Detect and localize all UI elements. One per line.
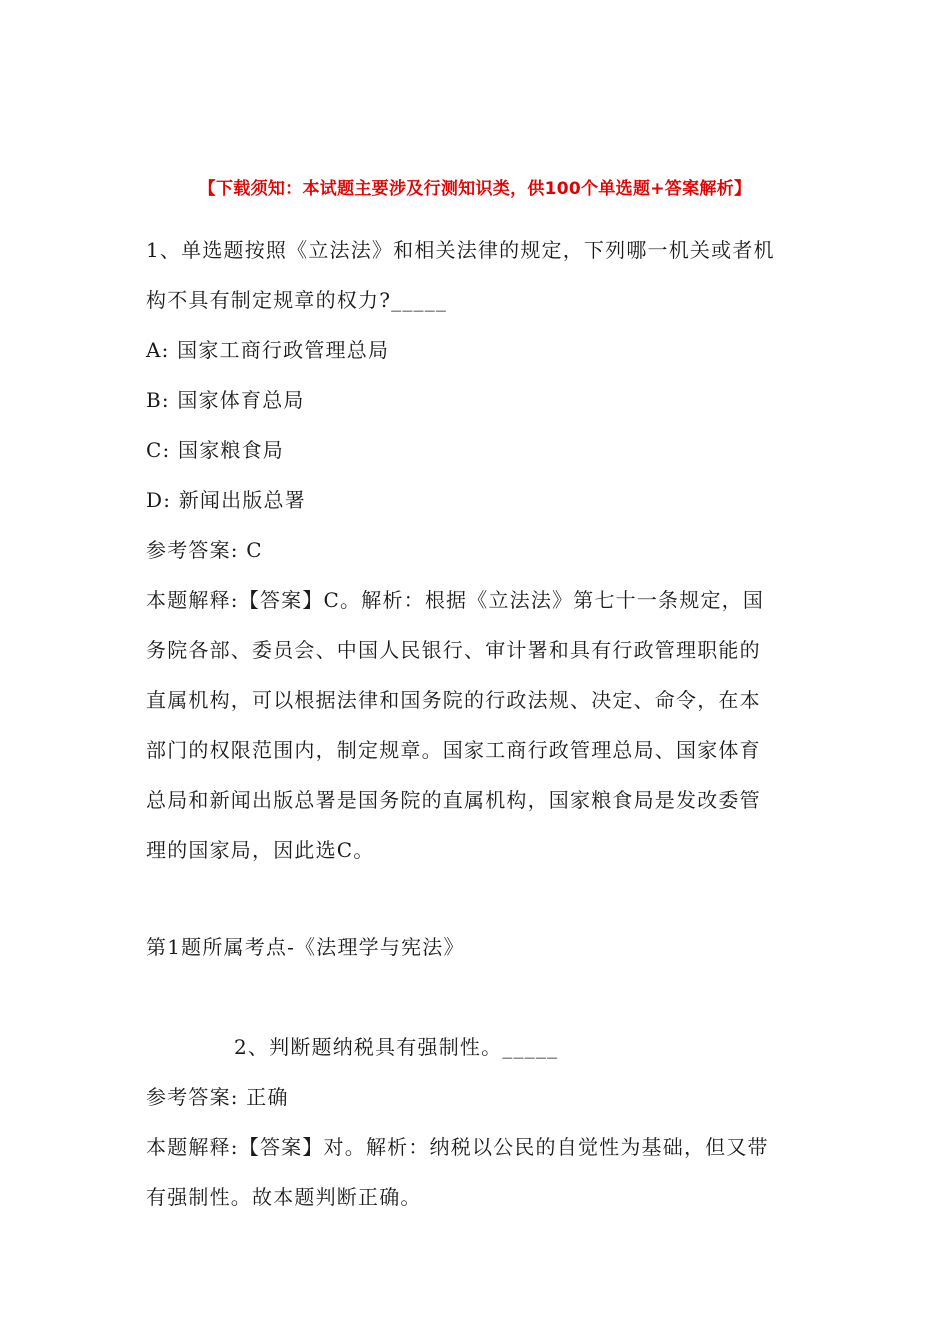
- question-2: [146, 1022, 806, 1222]
- topic-1-block: [146, 922, 806, 972]
- explanation-2-line-2: 有强制性。故本题判断正确。: [146, 1185, 422, 1209]
- explanation-1-line-6: 理的国家局，因此选C。: [146, 838, 375, 862]
- download-notice: 【下载须知：本试题主要涉及行测知识类，供100个单选题+答案解析】: [198, 179, 752, 199]
- explanation-1-line-1: 本题解释:【答案】C。解析：根据《立法法》第七十一条规定，国: [146, 588, 765, 612]
- explanation-1-line-4: 部门的权限范围内，制定规章。国家工商行政管理总局、国家体育: [146, 738, 761, 762]
- question-2-text: 2、判断题纳税具有强制性。_____: [234, 1035, 559, 1059]
- explanation-1-line-2: 务院各部、委员会、中国人民银行、审计署和具有行政管理职能的: [146, 638, 761, 662]
- option-c: C: 国家粮食局: [146, 438, 284, 462]
- answer-1: 参考答案: C: [146, 538, 263, 562]
- explanation-1-line-3: 直属机构，可以根据法律和国务院的行政法规、决定、命令，在本: [146, 688, 761, 712]
- option-b: B: 国家体育总局: [146, 388, 305, 412]
- question-1-line-1: 1、单选题按照《立法法》和相关法律的规定，下列哪一机关或者机: [146, 238, 775, 262]
- topic-1: 第1题所属考点-《法理学与宪法》: [146, 935, 465, 959]
- question-1-line-2: 构不具有制定规章的权力?_____: [146, 288, 448, 312]
- explanation-1-line-5: 总局和新闻出版总署是国务院的直属机构，国家粮食局是发改委管: [146, 788, 761, 812]
- option-d: D: 新闻出版总署: [146, 488, 306, 512]
- explanation-2-line-1: 本题解释:【答案】对。解析：纳税以公民的自觉性为基础，但又带: [146, 1135, 769, 1159]
- option-a: A: 国家工商行政管理总局: [146, 338, 390, 362]
- answer-2: 参考答案: 正确: [146, 1085, 289, 1109]
- question-1: [146, 225, 806, 875]
